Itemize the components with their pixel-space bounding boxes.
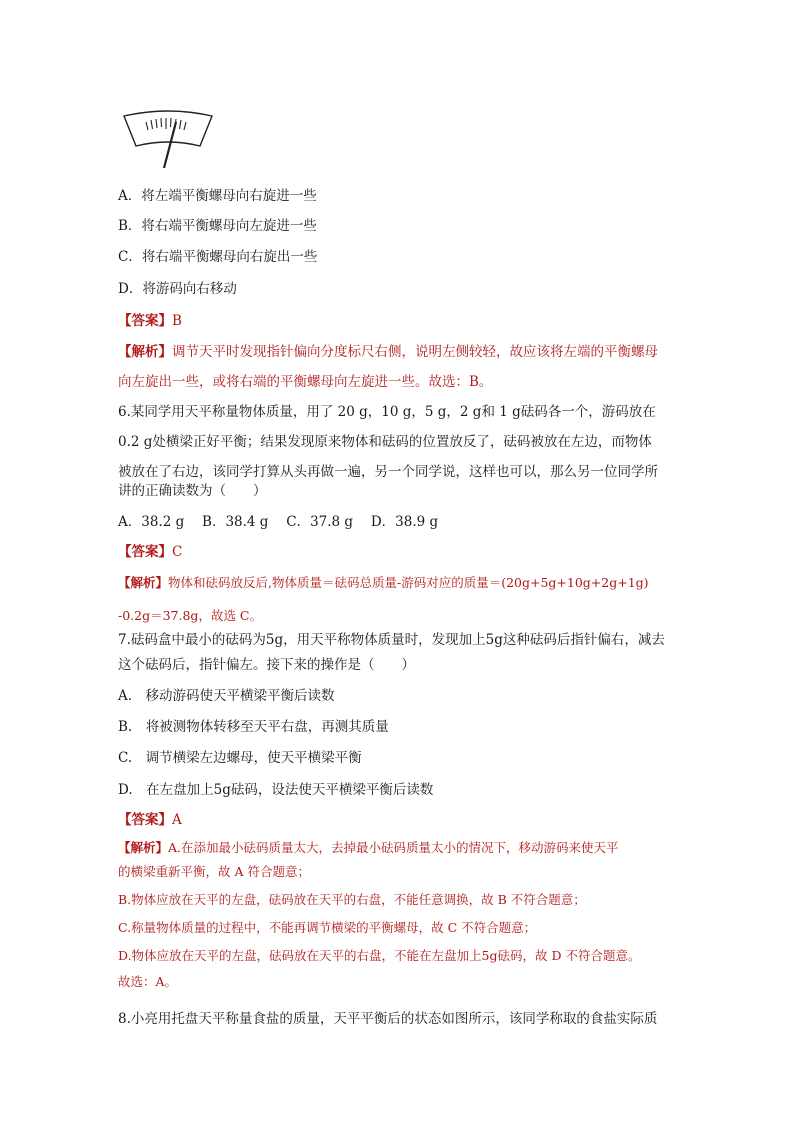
analysis-tag: 【解析】	[118, 344, 172, 360]
answer-value: A	[172, 812, 182, 828]
analysis-tag: 【解析】	[118, 840, 169, 855]
answer-value: B	[172, 313, 182, 329]
q7-option-d: D. 在左盘加上5g砝码，设法使天平横梁平衡后读数	[118, 782, 434, 798]
analysis-text: A.在添加最小砝码质量太大，去掉最小砝码质量太小的情况下，移动游码来使天平	[168, 840, 619, 855]
q6-analysis-line-1	[118, 573, 649, 593]
q7-analysis-line-2: 的横梁重新平衡，故 A 符合题意；	[118, 864, 310, 879]
q6-stem-line-1: 6.某同学用天平称量物体质量，用了 20 g，10 g，5 g，2 g和 1 g砝码各一个，游码放在	[118, 404, 656, 420]
q6-stem-line-2: 0.2 g处横梁正好平衡；结果发现原来物体和砝码的位置放反了，砝码被放在左边，而物体	[118, 434, 652, 450]
q5-analysis-line-1	[118, 342, 658, 362]
answer-tag: 【答案】	[118, 812, 172, 828]
q5-option-b: B．将右端平衡螺母向左旋进一些	[118, 218, 317, 234]
answer-tag: 【答案】	[118, 313, 172, 329]
q6-stem-line-3: 被放在了右边，该同学打算从头再做一遍，另一个同学说，这样也可以，那么另一位同学所	[118, 464, 658, 480]
q7-stem-line-1: 7.砝码盒中最小的砝码为5g，用天平称物体质量时，发现加上5g这种砝码后指针偏右，减去	[118, 632, 665, 648]
q7-analysis-line-6: 故选：A。	[118, 974, 178, 989]
q5-option-c: C．将右端平衡螺母向右旋出一些	[118, 249, 318, 265]
q7-analysis-line-5: D.物体应放在天平的左盘，砝码放在天平的右盘，不能在左盘加上5g砝码，故 D 不符合题意。	[118, 948, 641, 963]
balance-scale-figure	[118, 104, 218, 174]
answer-tag: 【答案】	[118, 544, 172, 560]
q7-analysis-line-4: C.称量物体质量的过程中，不能再调节横梁的平衡螺母，故 C 不符合题意；	[118, 920, 537, 935]
q7-option-b: B. 将被测物体转移至天平右盘，再测其质量	[118, 719, 389, 735]
q8-stem-line-1: 8.小亮用托盘天平称量食盐的质量，天平平衡后的状态如图所示，该同学称取的食盐实际质	[118, 1011, 658, 1027]
analysis-text: 物体和砝码放反后,物体质量＝砝码总质量-游码对应的质量＝(20g+5g+10g+2g+1g)	[168, 575, 649, 590]
q7-stem-line-2: 这个砝码后，指针偏左。接下来的操作是（ ）	[118, 657, 415, 673]
q7-analysis-line-3: B.物体应放在天平的左盘，砝码放在天平的右盘，不能任意调换，故 B 不符合题意；	[118, 892, 586, 907]
q7-option-c: C. 调节横梁左边螺母，使天平横梁平衡	[118, 750, 362, 766]
q6-answer	[118, 542, 182, 562]
q5-option-a: A．将左端平衡螺母向右旋进一些	[118, 188, 317, 204]
q6-options: A．38.2 g B．38.4 g C．37.8 g D．38.9 g	[118, 514, 439, 530]
q6-stem-line-4: 讲的正确读数为（ ）	[118, 483, 267, 499]
analysis-tag: 【解析】	[118, 575, 169, 590]
q7-option-a: A. 移动游码使天平横梁平衡后读数	[118, 688, 335, 704]
q5-answer	[118, 311, 182, 331]
answer-value: C	[172, 544, 183, 560]
q5-option-d: D．将游码向右移动	[118, 281, 237, 297]
q7-answer	[118, 810, 182, 830]
q6-analysis-line-2: -0.2g＝37.8g，故选 C。	[118, 608, 262, 623]
q5-analysis-line-2: 向左旋出一些，或将右端的平衡螺母向左旋进一些。故选：B。	[118, 374, 493, 390]
analysis-text: 调节天平时发现指针偏向分度标尺右侧，说明左侧较轻，故应该将左端的平衡螺母	[172, 344, 658, 360]
q7-analysis-line-1	[118, 838, 619, 858]
